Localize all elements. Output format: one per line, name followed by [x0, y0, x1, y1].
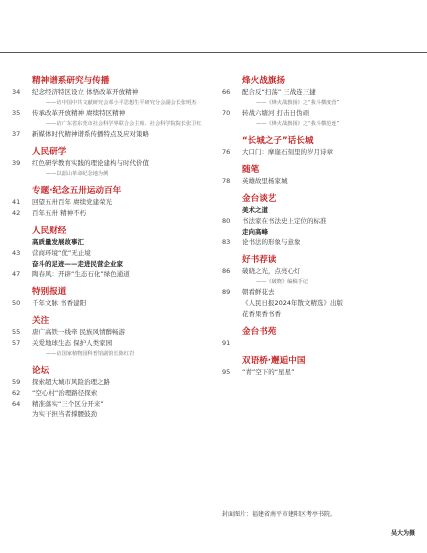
page-number: 89: [222, 288, 231, 297]
section-title: 好书荐读: [242, 255, 277, 266]
toc-entry[interactable]: [12, 108, 210, 119]
entry-title: 营商环境“优”无止境: [32, 248, 91, 257]
entry-author: ——《破晓》编稿手记: [256, 278, 308, 285]
toc-entry[interactable]: [12, 208, 210, 219]
section-title: 特别报道: [32, 287, 67, 298]
entry-title: “空心村”治理路径探索: [32, 388, 98, 397]
page-number: 64: [12, 399, 21, 408]
toc-section: [12, 287, 210, 309]
toc-entry[interactable]: [222, 216, 422, 227]
entry-author: ——《烽火战旗扬》之“我斗横度营”: [256, 99, 340, 106]
section-subheading: 奋斗的足迹——走进民营企业家: [32, 259, 123, 268]
page-number: 41: [12, 198, 21, 207]
entry-author: ——以韶山革命纪念地为例: [46, 171, 109, 177]
toc-entry[interactable]: [222, 266, 422, 277]
toc-section: [222, 327, 422, 349]
toc-entry[interactable]: [12, 298, 210, 309]
entry-title: 花香果香书香: [242, 309, 281, 318]
page-number: 34: [12, 88, 21, 96]
entry-title: 关爱地球生态 保护人类家园: [32, 338, 113, 347]
toc-section: [222, 165, 422, 187]
toc-entry[interactable]: [12, 87, 210, 98]
toc-entry[interactable]: [12, 327, 210, 338]
page-number: 47: [12, 270, 21, 279]
toc-section: [222, 136, 422, 158]
entry-title: 配合反“扫荡” 三战连三捷: [242, 88, 316, 96]
page-number: 86: [222, 267, 231, 276]
page-number: 83: [222, 238, 231, 247]
entry-title: 《人民日报2024年散文精选》出版: [242, 299, 344, 308]
toc-section: [222, 255, 422, 320]
toc-entry[interactable]: [12, 388, 210, 399]
section-title: 关注: [32, 315, 50, 326]
section-title: 论坛: [32, 365, 50, 376]
toc-left-column: [12, 76, 210, 427]
toc-entry[interactable]: [222, 298, 422, 309]
toc-entry[interactable]: [12, 129, 210, 140]
entry-title: 转战六塘河 打击日伪顽: [242, 109, 310, 118]
entry-author: ——访中国中共文献研究会邓小平思想生平研究分会副会长张明杰: [46, 99, 197, 106]
page-number: 66: [222, 88, 231, 96]
toc-section: [12, 316, 210, 359]
page-number: [222, 298, 242, 309]
toc-entry[interactable]: [12, 269, 210, 280]
entry-title: 探索超大城市风险治理之路: [32, 377, 110, 386]
section-title: “长城之子”话长城: [242, 136, 314, 147]
toc-section: [222, 356, 422, 378]
section-title: 随笔: [242, 165, 260, 176]
toc-entry[interactable]: [222, 309, 422, 320]
page-number: 76: [222, 148, 231, 157]
toc-entry[interactable]: [12, 197, 210, 208]
section-title: 金台谈艺: [242, 194, 277, 204]
toc-entry[interactable]: [222, 108, 422, 119]
entry-title: 红色研学教育实践的理论建构与时代价值: [32, 159, 149, 168]
entry-author: ——访国家植物园科普馆副馆长陈红岩: [46, 350, 135, 357]
section-title: 双语桥·邂逅中国: [242, 355, 306, 366]
page-number: 55: [12, 327, 21, 336]
toc-entry[interactable]: [222, 287, 422, 298]
page-number: 70: [222, 109, 231, 118]
section-title: 专题·纪念五卅运动百年: [32, 186, 122, 197]
page-number: 62: [12, 388, 21, 397]
toc-section: [12, 147, 210, 179]
entry-title: 朝看鲜花去: [242, 288, 275, 297]
entry-title: “青”空下的“星星”: [242, 367, 295, 376]
toc-entry[interactable]: [12, 409, 210, 420]
toc-entry[interactable]: [12, 248, 210, 259]
page-number: 35: [12, 109, 21, 118]
entry-author: ——《烽火战旗扬》之“我斗横范连”: [256, 121, 340, 127]
toc-section: [12, 76, 210, 140]
section-title: 人民财经: [32, 226, 67, 236]
entry-title: 破晓之光，点亮心灯: [242, 267, 301, 276]
section-title: 烽火战旗扬: [242, 76, 285, 86]
toc-section: [12, 366, 210, 420]
entry-title: 英雄故里杨家城: [242, 177, 288, 186]
entry-title: 百年五卅 精神不朽: [32, 209, 87, 218]
entry-title: 大口门：摩崖石刻里的岁月诗章: [242, 148, 333, 157]
entry-title: 千年文脉 书香建阳: [32, 299, 87, 308]
toc-entry[interactable]: [12, 338, 210, 349]
entry-title: 书法家在书法史上定位的标准: [242, 216, 327, 225]
toc-entry[interactable]: [12, 399, 210, 410]
toc-entry[interactable]: [222, 237, 422, 248]
page-number: [12, 409, 32, 420]
page-number: 78: [222, 177, 231, 186]
page-number: [222, 309, 242, 320]
entry-title: 纪念经济特区设立 体悟改革开放精神: [32, 88, 139, 96]
toc-entry[interactable]: [12, 377, 210, 388]
toc-right-column: [222, 76, 422, 384]
page-number: 95: [222, 367, 231, 376]
toc-entry[interactable]: [222, 338, 422, 349]
photographer-credit: 吴大为摄: [390, 530, 415, 537]
page-number: 91: [222, 338, 231, 347]
page-number: 37: [12, 130, 21, 139]
section-title: 金台书苑: [242, 326, 277, 337]
section-subheading: 美术之道: [242, 206, 268, 214]
page-number: 59: [12, 377, 21, 386]
section-subheading: 走向高峰: [242, 227, 268, 236]
section-subheading: 高质量发展故事汇: [32, 238, 84, 246]
page-number: 80: [222, 216, 231, 225]
toc-entry[interactable]: [222, 367, 422, 378]
entry-title: 新媒体时代精神谱系传播特点及应对策略: [32, 130, 149, 139]
section-title: 人民研学: [32, 147, 67, 158]
toc-section: [12, 226, 210, 280]
page-number: 50: [12, 299, 21, 308]
toc-section: [222, 194, 422, 248]
toc-section: [12, 186, 210, 219]
top-rule: [0, 52, 427, 53]
entry-title: 陶春风：开辟“生态石化”绿色通道: [32, 270, 130, 279]
entry-title: 论书法的形象与意象: [242, 238, 301, 247]
toc-entry[interactable]: [222, 176, 422, 187]
toc-entry[interactable]: [222, 147, 422, 158]
cover-note: 封面图片：福建省南平市建阳区考亭书院。: [222, 511, 337, 518]
entry-title: 精准落实“三个区分开来”: [32, 399, 104, 408]
toc-section: [222, 76, 422, 129]
entry-author: ——访广东省东莞市社会科学界联合会主席、社会科学院院长张卫红: [46, 121, 202, 127]
entry-title: 为实干担当者撑腰鼓劲: [32, 410, 97, 419]
section-title: 精神谱系研究与传播: [32, 76, 110, 86]
entry-title: 传承改革开放精神 赓续特区精神: [32, 109, 126, 118]
page-number: 43: [12, 248, 21, 257]
page-number: 39: [12, 159, 21, 168]
page-number: 42: [12, 209, 21, 218]
entry-title: 唐广高铁一线牵 民族风情醉畅游: [32, 327, 126, 336]
entry-title: 回望五卅百年 赓续党建荣光: [32, 198, 113, 207]
toc-entry[interactable]: [12, 158, 210, 169]
toc-entry[interactable]: [222, 87, 422, 98]
page-number: 57: [12, 338, 21, 347]
